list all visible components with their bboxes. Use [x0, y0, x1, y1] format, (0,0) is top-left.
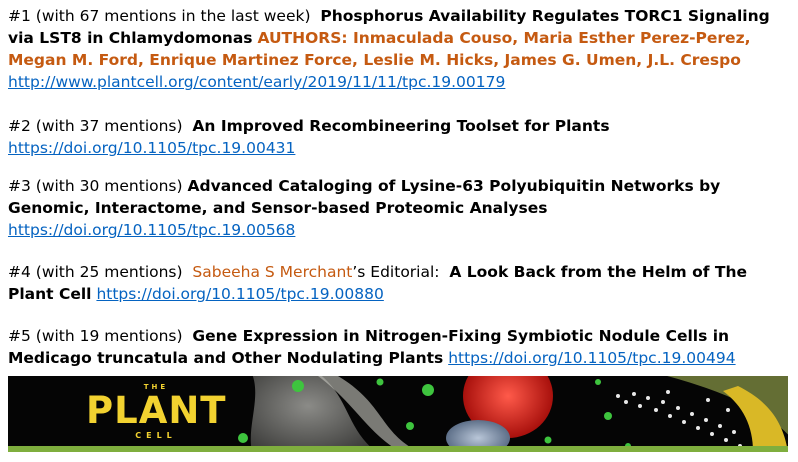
entry-5 [8, 325, 788, 369]
entry-title: An Improved Recombineering Toolset for Plants [192, 117, 610, 135]
entry-1 [8, 5, 788, 93]
entry-title: Gene Expression in Nitrogen-Fixing Symbiotic Nodule Cells in Medicago truncatula and Other Nodulating Plants [8, 327, 730, 367]
logo-top-text: THE [143, 383, 169, 391]
entry-title: A Look Back from the Helm of The Plant Cell [8, 263, 748, 303]
editor-name: Sabeeha S Merchant [192, 263, 353, 281]
entry-prefix: #5 (with 19 mentions) [8, 327, 183, 345]
journal-banner [8, 376, 788, 452]
entry-link[interactable]: https://doi.org/10.1105/tpc.19.00494 [448, 349, 736, 367]
journal-logo [86, 382, 226, 446]
entry-link[interactable]: https://doi.org/10.1105/tpc.19.00568 [8, 221, 296, 239]
entry-link[interactable]: http://www.plantcell.org/content/early/2019/11/11/tpc.19.00179 [8, 73, 506, 91]
logo-main-text: PLANT [86, 389, 227, 432]
banner-green-strip [8, 446, 788, 452]
logo-bottom-text: CELL [135, 431, 177, 440]
entry-prefix: #4 (with 25 mentions) [8, 263, 183, 281]
entry-4 [8, 261, 788, 305]
editorial-label: ’s Editorial: [352, 263, 440, 281]
entry-3 [8, 175, 788, 241]
entry-link[interactable]: https://doi.org/10.1105/tpc.19.00880 [96, 285, 384, 303]
entry-link[interactable]: https://doi.org/10.1105/tpc.19.00431 [8, 139, 296, 157]
entry-prefix: #2 (with 37 mentions) [8, 117, 183, 135]
entry-prefix: #3 (with 30 mentions) [8, 177, 183, 195]
entry-2 [8, 115, 788, 159]
entry-title: Advanced Cataloging of Lysine-63 Polyubiquitin Networks by Genomic, Interactome, and Sensor-based Proteomic Analyses [8, 177, 721, 217]
entry-prefix: #1 (with 67 mentions in the last week) [8, 7, 311, 25]
entry-title: Phosphorus Availability Regulates TORC1 Signaling via LST8 in Chlamydomonas [8, 7, 770, 47]
entry-authors: AUTHORS: Inmaculada Couso, Maria Esther Perez-Perez, Megan M. Ford, Enrique Martinez Force, Leslie M. Hicks, James G. Umen, J.L. Crespo [8, 29, 751, 69]
